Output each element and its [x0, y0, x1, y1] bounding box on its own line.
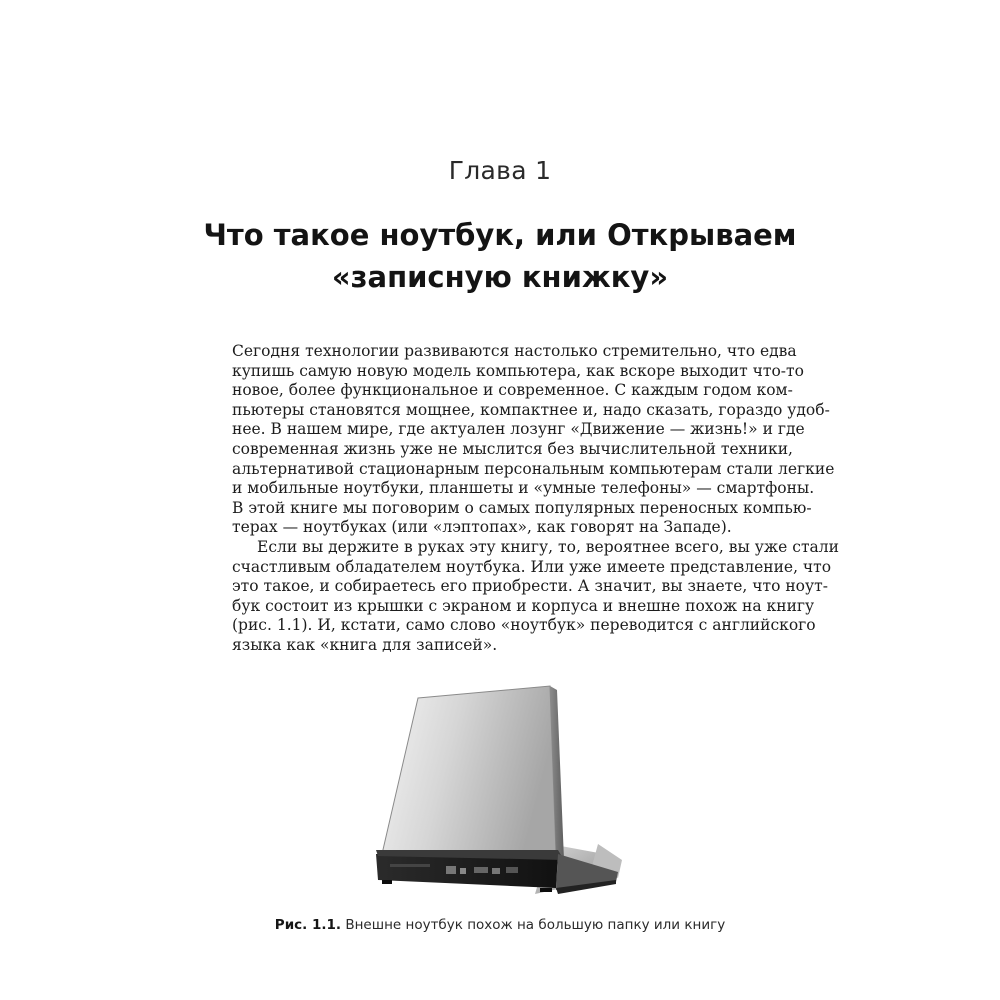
paragraph-line: современная жизнь уже не мыслится без вычислительной техники,: [232, 439, 793, 458]
laptop-figure: [360, 684, 640, 910]
paragraph-line: пьютеры становятся мощнее, компактнее и, надо сказать, гораздо удоб-: [232, 400, 830, 419]
chapter-title-line-2: «записную книжку»: [331, 260, 669, 294]
caption-text: Внешне ноутбук похож на большую папку или книгу: [341, 917, 726, 933]
paragraph-line: Сегодня технологии развиваются настолько стремительно, что едва: [232, 342, 797, 360]
paragraph-line: купишь самую новую модель компьютера, как вскоре выходит что-то: [232, 361, 804, 380]
body-text: [232, 342, 839, 656]
paragraph-line: нее. В нашем мире, где актуален лозунг «Движение — жизнь!» и где: [232, 420, 805, 439]
chapter-label: Глава 1: [448, 156, 552, 185]
laptop-photo-icon: [360, 684, 640, 910]
figure-caption: [0, 917, 1000, 933]
paragraph-line: бук состоит из крышки с экраном и корпуса и внешне похож на книгу: [232, 596, 815, 615]
paragraph-line: альтернативой стационарным персональным компьютерам стали легкие: [232, 459, 835, 478]
chapter-title-line-1: Что такое ноутбук, или Открываем: [203, 218, 797, 252]
paragraph-line: языка как «книга для записей».: [232, 635, 498, 654]
paragraph-line: В этой книге мы поговорим о самых популярных переносных компью-: [232, 498, 812, 517]
paragraph-line: Если вы держите в руках эту книгу, то, вероятнее всего, вы уже стали: [257, 537, 839, 556]
paragraph-line: терах — ноутбуках (или «лэптопах», как говорят на Западе).: [232, 518, 732, 537]
paragraph-line: счастливым обладателем ноутбука. Или уже имеете представление, что: [232, 557, 832, 576]
caption-label: Рис. 1.1.: [274, 917, 342, 933]
paragraph-line: и мобильные ноутбуки, планшеты и «умные телефоны» — смартфоны.: [232, 479, 815, 498]
chapter-title: [180, 214, 820, 298]
paragraph-line: новое, более функциональное и современное. С каждым годом ком-: [232, 381, 793, 400]
paragraph-line: (рис. 1.1). И, кстати, само слово «ноутбук» переводится с английского: [232, 616, 816, 635]
paragraph-line: это такое, и собираетесь его приобрести. А значит, вы знаете, что ноут-: [232, 577, 828, 596]
